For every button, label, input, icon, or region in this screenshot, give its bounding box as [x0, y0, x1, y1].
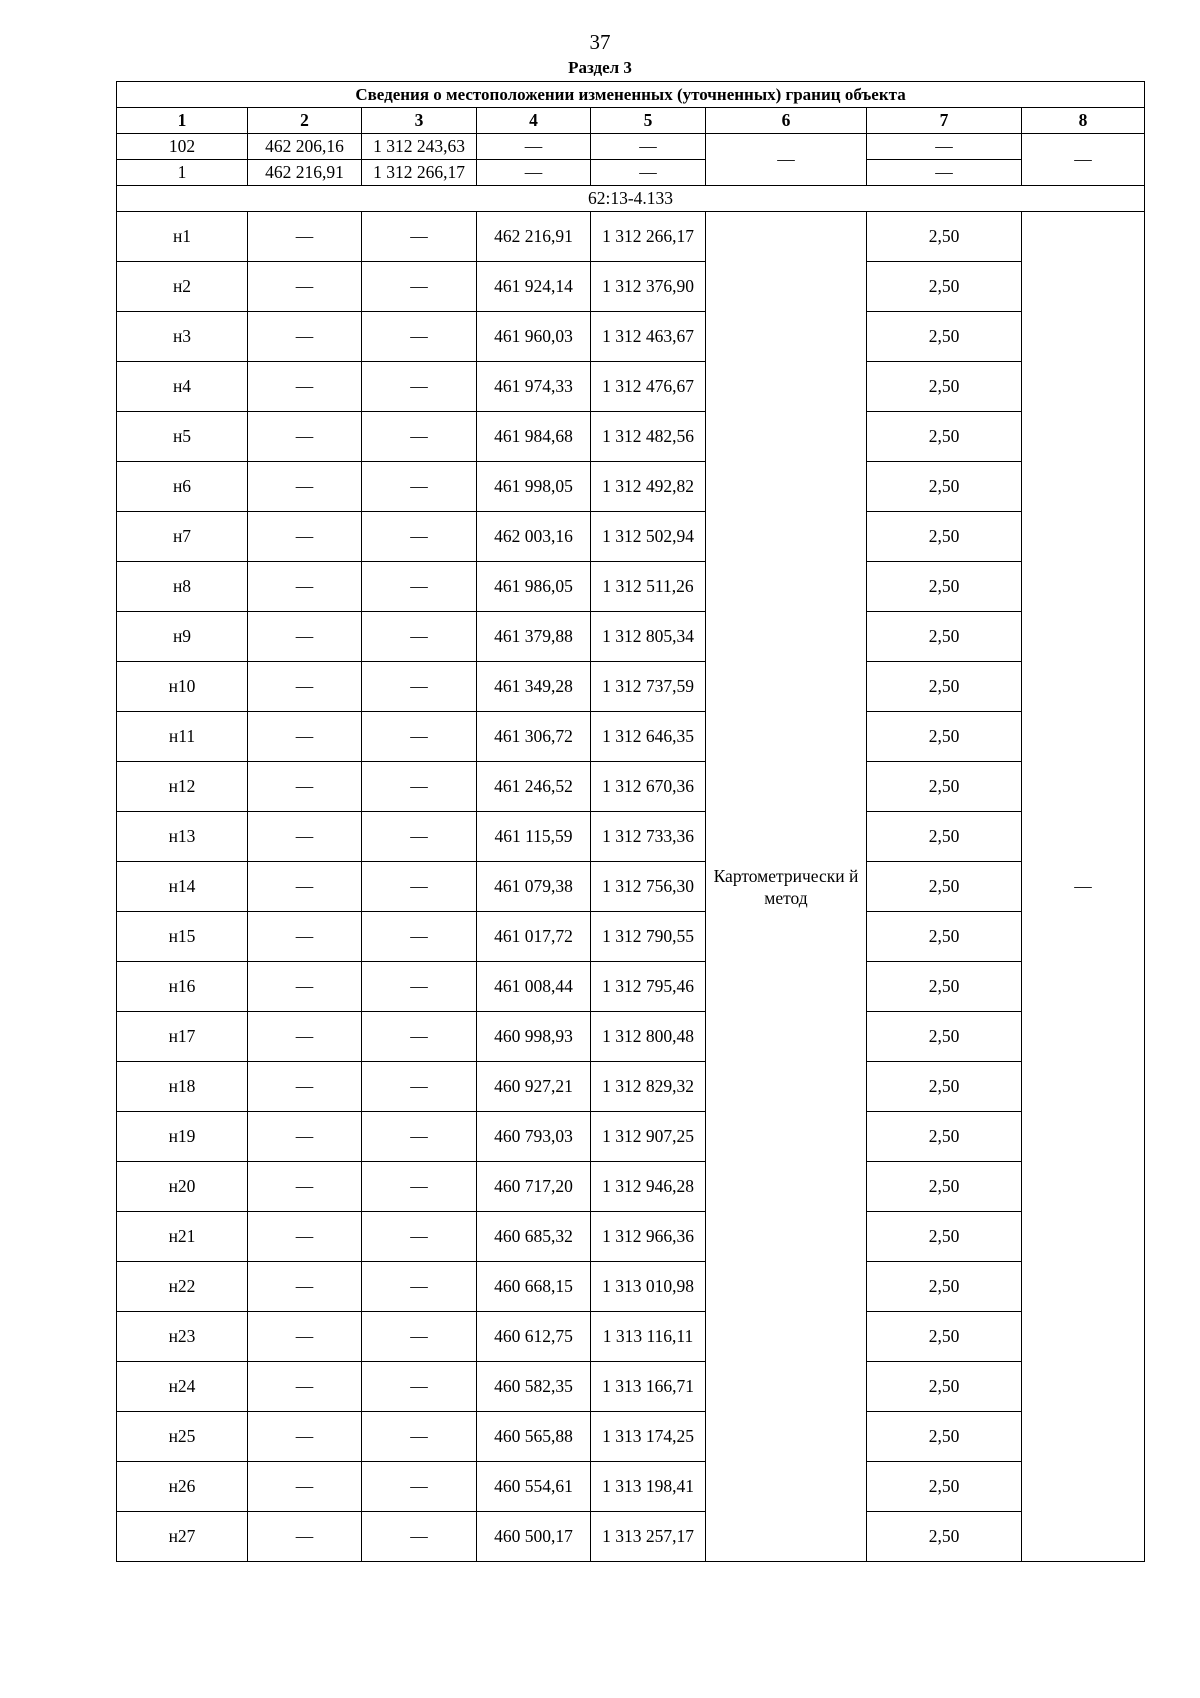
point-name: 1 — [117, 160, 248, 186]
accuracy-cell: 2,50 — [867, 912, 1022, 962]
table-row — [117, 1262, 1145, 1312]
accuracy-cell: 2,50 — [867, 1362, 1022, 1412]
table-row — [117, 1412, 1145, 1462]
point-name: н27 — [117, 1512, 248, 1562]
point-name: н17 — [117, 1012, 248, 1062]
point-name: н3 — [117, 312, 248, 362]
table-row — [117, 612, 1145, 662]
y-new-cell: 1 312 946,28 — [591, 1162, 706, 1212]
y-new-cell: 1 312 266,17 — [591, 212, 706, 262]
accuracy-cell: — — [867, 160, 1022, 186]
y-old-cell: — — [362, 662, 477, 712]
x-old-cell: — — [248, 1412, 362, 1462]
y-new-cell: 1 312 795,46 — [591, 962, 706, 1012]
x-old-cell: — — [248, 1512, 362, 1562]
y-old-cell: — — [362, 1262, 477, 1312]
x-new-cell: 461 246,52 — [477, 762, 591, 812]
x-old-cell: — — [248, 662, 362, 712]
x-new-cell: 460 565,88 — [477, 1412, 591, 1462]
point-name: н1 — [117, 212, 248, 262]
x-old-cell: 462 206,16 — [248, 134, 362, 160]
column-header-6: 6 — [706, 108, 867, 134]
x-old-cell: — — [248, 1262, 362, 1312]
table-row — [117, 1462, 1145, 1512]
accuracy-cell: 2,50 — [867, 312, 1022, 362]
x-old-cell: — — [248, 712, 362, 762]
point-name: 102 — [117, 134, 248, 160]
method-cell: Картометрически й метод — [706, 212, 867, 1562]
y-new-cell: 1 312 670,36 — [591, 762, 706, 812]
table-row — [117, 1162, 1145, 1212]
y-old-cell: 1 312 266,17 — [362, 160, 477, 186]
x-old-cell: — — [248, 762, 362, 812]
x-new-cell: — — [477, 160, 591, 186]
y-old-cell: — — [362, 412, 477, 462]
x-new-cell: 460 500,17 — [477, 1512, 591, 1562]
existing-note-cell: — — [1022, 134, 1145, 186]
accuracy-cell: 2,50 — [867, 1312, 1022, 1362]
y-new-cell: 1 313 174,25 — [591, 1412, 706, 1462]
accuracy-cell: — — [867, 134, 1022, 160]
x-new-cell: 460 582,35 — [477, 1362, 591, 1412]
x-old-cell: — — [248, 1212, 362, 1262]
table-row — [117, 812, 1145, 862]
x-old-cell: — — [248, 1162, 362, 1212]
table-row — [117, 762, 1145, 812]
column-header-2: 2 — [248, 108, 362, 134]
point-name: н4 — [117, 362, 248, 412]
accuracy-cell: 2,50 — [867, 712, 1022, 762]
x-old-cell: — — [248, 262, 362, 312]
y-new-cell: 1 312 756,30 — [591, 862, 706, 912]
table-row — [117, 212, 1145, 262]
x-old-cell: — — [248, 862, 362, 912]
x-new-cell: 460 717,20 — [477, 1162, 591, 1212]
table-title-row — [117, 82, 1145, 108]
accuracy-cell: 2,50 — [867, 1412, 1022, 1462]
table-row — [117, 1512, 1145, 1562]
y-old-cell: — — [362, 1412, 477, 1462]
point-name: н6 — [117, 462, 248, 512]
accuracy-cell: 2,50 — [867, 1512, 1022, 1562]
y-old-cell: — — [362, 512, 477, 562]
parcel-label: 62:13-4.133 — [117, 186, 1145, 212]
y-new-cell: 1 312 829,32 — [591, 1062, 706, 1112]
y-old-cell: — — [362, 1312, 477, 1362]
point-name: н21 — [117, 1212, 248, 1262]
x-old-cell: — — [248, 912, 362, 962]
table-row — [117, 412, 1145, 462]
x-old-cell: — — [248, 1362, 362, 1412]
x-old-cell: — — [248, 312, 362, 362]
y-new-cell: 1 313 257,17 — [591, 1512, 706, 1562]
point-name: н9 — [117, 612, 248, 662]
y-old-cell: — — [362, 1212, 477, 1262]
y-new-cell: 1 312 482,56 — [591, 412, 706, 462]
x-new-cell: 461 986,05 — [477, 562, 591, 612]
table-row — [117, 712, 1145, 762]
existing-point-row — [117, 160, 1145, 186]
accuracy-cell: 2,50 — [867, 1112, 1022, 1162]
y-old-cell: — — [362, 1512, 477, 1562]
table-row — [117, 512, 1145, 562]
point-name: н10 — [117, 662, 248, 712]
point-name: н13 — [117, 812, 248, 862]
y-new-cell: 1 313 198,41 — [591, 1462, 706, 1512]
x-old-cell: — — [248, 412, 362, 462]
table-row — [117, 462, 1145, 512]
y-old-cell: — — [362, 1112, 477, 1162]
accuracy-cell: 2,50 — [867, 212, 1022, 262]
y-new-cell: 1 312 733,36 — [591, 812, 706, 862]
table-row — [117, 562, 1145, 612]
x-old-cell: — — [248, 512, 362, 562]
x-new-cell: 460 793,03 — [477, 1112, 591, 1162]
y-new-cell: 1 312 476,67 — [591, 362, 706, 412]
x-old-cell: — — [248, 812, 362, 862]
y-new-cell: 1 312 737,59 — [591, 662, 706, 712]
table-row — [117, 1012, 1145, 1062]
y-new-cell: 1 313 166,71 — [591, 1362, 706, 1412]
x-new-cell: 460 998,93 — [477, 1012, 591, 1062]
point-name: н5 — [117, 412, 248, 462]
y-old-cell: — — [362, 762, 477, 812]
y-new-cell: 1 312 805,34 — [591, 612, 706, 662]
accuracy-cell: 2,50 — [867, 1012, 1022, 1062]
x-new-cell: 461 379,88 — [477, 612, 591, 662]
note-cell: — — [1022, 212, 1145, 1562]
accuracy-cell: 2,50 — [867, 962, 1022, 1012]
point-name: н19 — [117, 1112, 248, 1162]
x-old-cell: — — [248, 1462, 362, 1512]
table-row — [117, 862, 1145, 912]
x-old-cell: — — [248, 212, 362, 262]
y-new-cell: 1 312 511,26 — [591, 562, 706, 612]
x-old-cell: — — [248, 362, 362, 412]
y-new-cell: 1 312 966,36 — [591, 1212, 706, 1262]
table-row — [117, 962, 1145, 1012]
x-old-cell: — — [248, 962, 362, 1012]
x-new-cell: 461 960,03 — [477, 312, 591, 362]
y-old-cell: — — [362, 962, 477, 1012]
accuracy-cell: 2,50 — [867, 662, 1022, 712]
y-old-cell: — — [362, 362, 477, 412]
y-old-cell: — — [362, 812, 477, 862]
y-old-cell: — — [362, 1162, 477, 1212]
y-new-cell: 1 312 790,55 — [591, 912, 706, 962]
y-old-cell: — — [362, 912, 477, 962]
accuracy-cell: 2,50 — [867, 412, 1022, 462]
x-new-cell: 461 115,59 — [477, 812, 591, 862]
x-new-cell: 461 349,28 — [477, 662, 591, 712]
y-old-cell: — — [362, 212, 477, 262]
x-old-cell: — — [248, 1112, 362, 1162]
accuracy-cell: 2,50 — [867, 1262, 1022, 1312]
x-new-cell: 460 554,61 — [477, 1462, 591, 1512]
point-name: н25 — [117, 1412, 248, 1462]
y-new-cell: 1 312 907,25 — [591, 1112, 706, 1162]
x-new-cell: 460 685,32 — [477, 1212, 591, 1262]
accuracy-cell: 2,50 — [867, 462, 1022, 512]
x-old-cell: — — [248, 462, 362, 512]
page-number: 37 — [589, 30, 611, 54]
x-old-cell: — — [248, 562, 362, 612]
y-new-cell: — — [591, 134, 706, 160]
x-new-cell: 461 008,44 — [477, 962, 591, 1012]
y-new-cell: 1 312 376,90 — [591, 262, 706, 312]
x-new-cell: 461 079,38 — [477, 862, 591, 912]
x-old-cell: 462 216,91 — [248, 160, 362, 186]
column-header-3: 3 — [362, 108, 477, 134]
x-new-cell: 461 974,33 — [477, 362, 591, 412]
y-new-cell: 1 312 502,94 — [591, 512, 706, 562]
table-row — [117, 312, 1145, 362]
x-old-cell: — — [248, 1012, 362, 1062]
y-old-cell: — — [362, 1012, 477, 1062]
section-title: Раздел 3 — [568, 58, 632, 77]
point-name: н16 — [117, 962, 248, 1012]
point-name: н2 — [117, 262, 248, 312]
point-name: н11 — [117, 712, 248, 762]
point-name: н15 — [117, 912, 248, 962]
table-title: Сведения о местоположении измененных (уточненных) границ объекта — [117, 82, 1145, 108]
accuracy-cell: 2,50 — [867, 362, 1022, 412]
x-new-cell: 460 668,15 — [477, 1262, 591, 1312]
x-new-cell: 460 927,21 — [477, 1062, 591, 1112]
x-new-cell: 461 017,72 — [477, 912, 591, 962]
y-old-cell: — — [362, 862, 477, 912]
y-new-cell: 1 313 116,11 — [591, 1312, 706, 1362]
table-row — [117, 662, 1145, 712]
column-header-row — [117, 108, 1145, 134]
table-row — [117, 1312, 1145, 1362]
point-name: н8 — [117, 562, 248, 612]
existing-point-row — [117, 134, 1145, 160]
column-header-7: 7 — [867, 108, 1022, 134]
x-new-cell: — — [477, 134, 591, 160]
point-name: н22 — [117, 1262, 248, 1312]
accuracy-cell: 2,50 — [867, 812, 1022, 862]
y-new-cell: — — [591, 160, 706, 186]
column-header-8: 8 — [1022, 108, 1145, 134]
y-old-cell: — — [362, 1062, 477, 1112]
y-old-cell: — — [362, 712, 477, 762]
x-new-cell: 461 984,68 — [477, 412, 591, 462]
point-name: н23 — [117, 1312, 248, 1362]
table-body — [117, 82, 1145, 1562]
point-name: н26 — [117, 1462, 248, 1512]
x-new-cell: 461 924,14 — [477, 262, 591, 312]
column-header-5: 5 — [591, 108, 706, 134]
y-old-cell: — — [362, 1462, 477, 1512]
point-name: н20 — [117, 1162, 248, 1212]
y-old-cell: — — [362, 462, 477, 512]
y-old-cell: — — [362, 562, 477, 612]
x-new-cell: 462 003,16 — [477, 512, 591, 562]
column-header-4: 4 — [477, 108, 591, 134]
y-old-cell: — — [362, 262, 477, 312]
x-new-cell: 460 612,75 — [477, 1312, 591, 1362]
x-old-cell: — — [248, 1312, 362, 1362]
x-old-cell: — — [248, 1062, 362, 1112]
x-old-cell: — — [248, 612, 362, 662]
accuracy-cell: 2,50 — [867, 612, 1022, 662]
column-header-1: 1 — [117, 108, 248, 134]
accuracy-cell: 2,50 — [867, 512, 1022, 562]
x-new-cell: 461 306,72 — [477, 712, 591, 762]
accuracy-cell: 2,50 — [867, 1162, 1022, 1212]
accuracy-cell: 2,50 — [867, 1062, 1022, 1112]
accuracy-cell: 2,50 — [867, 562, 1022, 612]
table-row — [117, 1212, 1145, 1262]
y-new-cell: 1 312 800,48 — [591, 1012, 706, 1062]
point-name: н12 — [117, 762, 248, 812]
y-new-cell: 1 313 010,98 — [591, 1262, 706, 1312]
table-row — [117, 1062, 1145, 1112]
table-row — [117, 262, 1145, 312]
table-row — [117, 912, 1145, 962]
point-name: н7 — [117, 512, 248, 562]
y-new-cell: 1 312 646,35 — [591, 712, 706, 762]
accuracy-cell: 2,50 — [867, 1212, 1022, 1262]
accuracy-cell: 2,50 — [867, 262, 1022, 312]
y-old-cell: — — [362, 612, 477, 662]
accuracy-cell: 2,50 — [867, 1462, 1022, 1512]
accuracy-cell: 2,50 — [867, 862, 1022, 912]
point-name: н14 — [117, 862, 248, 912]
y-old-cell: 1 312 243,63 — [362, 134, 477, 160]
coordinates-table — [116, 81, 1145, 1562]
y-new-cell: 1 312 492,82 — [591, 462, 706, 512]
x-new-cell: 461 998,05 — [477, 462, 591, 512]
y-old-cell: — — [362, 1362, 477, 1412]
x-new-cell: 462 216,91 — [477, 212, 591, 262]
y-old-cell: — — [362, 312, 477, 362]
accuracy-cell: 2,50 — [867, 762, 1022, 812]
existing-method-cell: — — [706, 134, 867, 186]
parcel-label-row — [117, 186, 1145, 212]
y-new-cell: 1 312 463,67 — [591, 312, 706, 362]
table-row — [117, 1112, 1145, 1162]
point-name: н24 — [117, 1362, 248, 1412]
table-row — [117, 362, 1145, 412]
table-row — [117, 1362, 1145, 1412]
point-name: н18 — [117, 1062, 248, 1112]
